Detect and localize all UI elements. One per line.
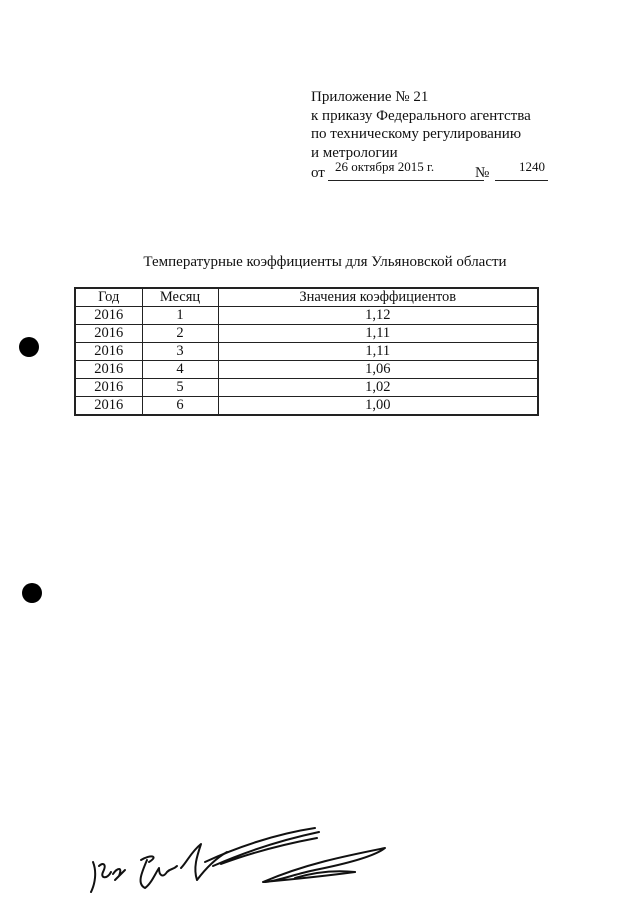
appendix-header [311, 88, 545, 183]
cell-value: 1,06 [218, 361, 538, 379]
cell-year: 2016 [75, 307, 142, 325]
order-date: 26 октября 2015 г. [335, 159, 435, 174]
date-prefix: от [311, 165, 325, 181]
cell-value: 1,11 [218, 325, 538, 343]
cell-month: 4 [142, 361, 218, 379]
table-row [75, 343, 538, 361]
document-title: Температурные коэффициенты для Ульяновской области [143, 254, 507, 270]
table-row [75, 379, 538, 397]
number-prefix: № [475, 165, 490, 181]
appendix-number: Приложение № 21 [311, 89, 429, 105]
cell-month: 2 [142, 325, 218, 343]
cell-month: 6 [142, 397, 218, 416]
order-line-3: и метрологии [311, 144, 398, 161]
cell-value: 1,02 [218, 379, 538, 397]
cell-value: 1,11 [218, 343, 538, 361]
table-row [75, 325, 538, 343]
binder-hole-bottom [22, 583, 42, 603]
coefficients-table [74, 287, 539, 416]
column-header-month: Месяц [142, 288, 218, 307]
cell-year: 2016 [75, 397, 142, 416]
column-header-value: Значения коэффициентов [218, 288, 538, 307]
order-line-2: по техническому регулированию [311, 126, 522, 142]
cell-year: 2016 [75, 361, 142, 379]
handwritten-signature [85, 822, 405, 902]
table-row [75, 397, 538, 416]
order-line-1: к приказу Федерального агентства [311, 107, 531, 124]
cell-month: 5 [142, 379, 218, 397]
cell-year: 2016 [75, 343, 142, 361]
cell-month: 1 [142, 307, 218, 325]
cell-year: 2016 [75, 379, 142, 397]
cell-month: 3 [142, 343, 218, 361]
order-date-line [311, 159, 545, 183]
binder-hole-top [19, 337, 39, 357]
column-header-year: Год [75, 288, 142, 307]
table-row [75, 361, 538, 379]
cell-value: 1,00 [218, 397, 538, 416]
cell-year: 2016 [75, 325, 142, 343]
cell-value: 1,12 [218, 307, 538, 325]
table-header-row [75, 288, 538, 307]
table-row [75, 307, 538, 325]
order-number: 1240 [519, 159, 545, 174]
